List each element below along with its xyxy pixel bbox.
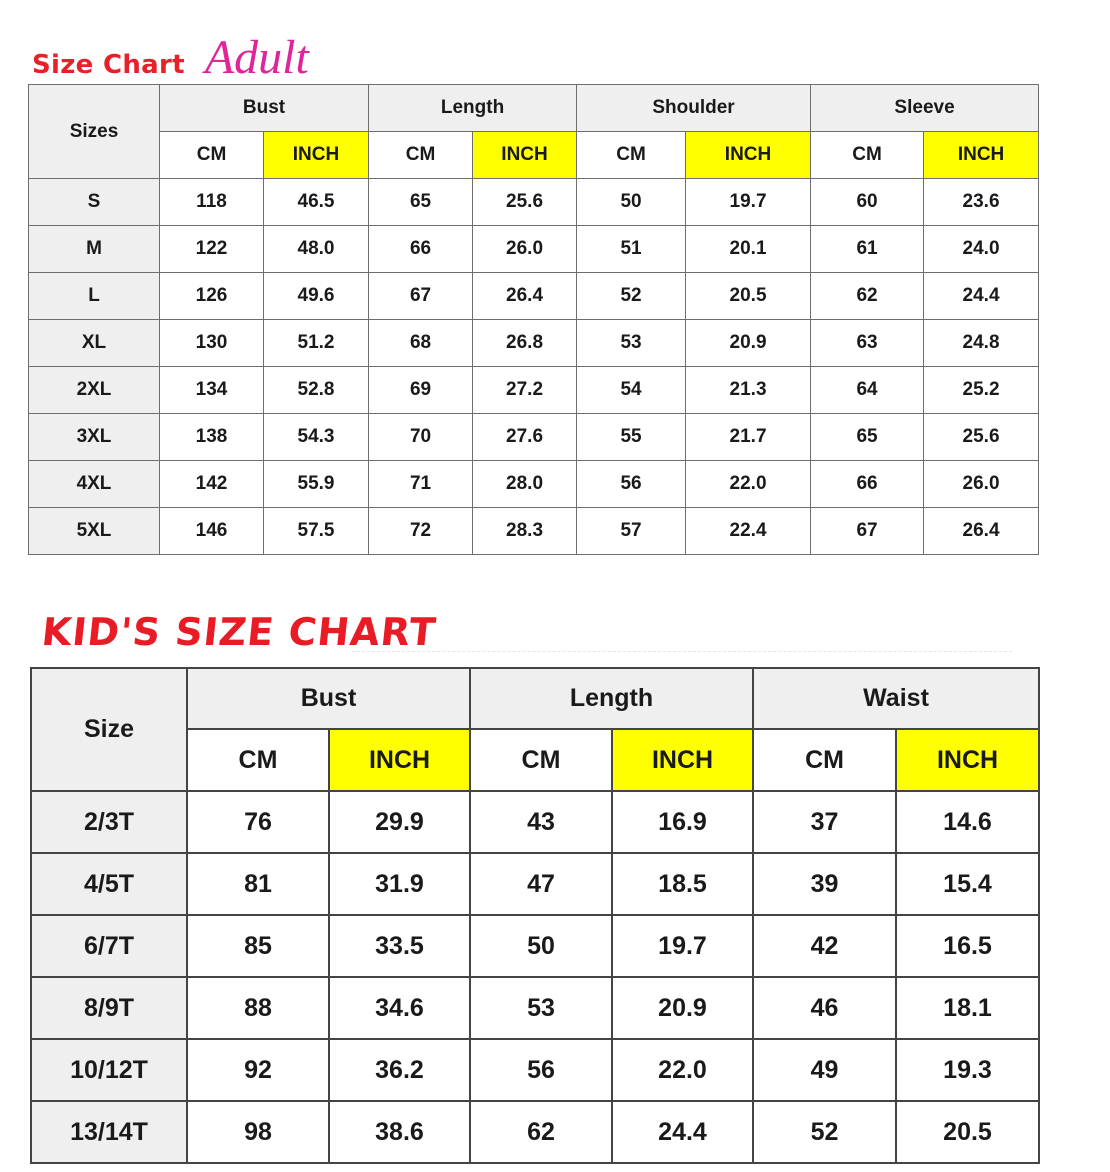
inch-value-cell: 20.5 [686, 273, 811, 320]
cm-value-cell: 142 [160, 461, 264, 508]
length-header: Length [470, 668, 753, 729]
inch-value-cell: 24.8 [924, 320, 1039, 367]
size-cell: 2/3T [31, 791, 187, 853]
cm-value-cell: 52 [753, 1101, 896, 1163]
inch-value-cell: 28.0 [473, 461, 577, 508]
cm-value-cell: 56 [470, 1039, 612, 1101]
size-cell: 13/14T [31, 1101, 187, 1163]
inch-value-cell: 46.5 [264, 179, 369, 226]
inch-header: INCH [473, 132, 577, 179]
inch-value-cell: 24.0 [924, 226, 1039, 273]
inch-header: INCH [896, 729, 1039, 791]
table-row [31, 791, 1039, 853]
inch-value-cell: 48.0 [264, 226, 369, 273]
inch-value-cell: 18.5 [612, 853, 753, 915]
kids-size-table [30, 667, 1040, 1164]
table-row [31, 915, 1039, 977]
table-row [29, 179, 1039, 226]
size-header: Size [31, 668, 187, 791]
inch-header: INCH [686, 132, 811, 179]
length-header: Length [369, 85, 577, 132]
sleeve-header: Sleeve [811, 85, 1039, 132]
bust-header: Bust [160, 85, 369, 132]
size-cell: M [29, 226, 160, 273]
cm-value-cell: 71 [369, 461, 473, 508]
inch-value-cell: 14.6 [896, 791, 1039, 853]
cm-value-cell: 138 [160, 414, 264, 461]
inch-value-cell: 36.2 [329, 1039, 470, 1101]
cm-header: CM [187, 729, 329, 791]
inch-value-cell: 25.6 [473, 179, 577, 226]
cm-value-cell: 52 [577, 273, 686, 320]
size-cell: S [29, 179, 160, 226]
adult-title-script: Adult [204, 31, 309, 84]
cm-value-cell: 47 [470, 853, 612, 915]
cm-value-cell: 42 [753, 915, 896, 977]
table-row [31, 853, 1039, 915]
cm-value-cell: 62 [811, 273, 924, 320]
inch-value-cell: 21.7 [686, 414, 811, 461]
inch-value-cell: 26.4 [473, 273, 577, 320]
kids-title-divider [352, 651, 1012, 652]
inch-value-cell: 57.5 [264, 508, 369, 555]
cm-value-cell: 57 [577, 508, 686, 555]
size-cell: L [29, 273, 160, 320]
inch-value-cell: 34.6 [329, 977, 470, 1039]
inch-value-cell: 26.8 [473, 320, 577, 367]
inch-value-cell: 24.4 [924, 273, 1039, 320]
size-cell: 2XL [29, 367, 160, 414]
table-row [29, 508, 1039, 555]
cm-header: CM [577, 132, 686, 179]
cm-value-cell: 63 [811, 320, 924, 367]
inch-value-cell: 20.9 [686, 320, 811, 367]
inch-value-cell: 25.6 [924, 414, 1039, 461]
cm-value-cell: 98 [187, 1101, 329, 1163]
kids-title: KID'S SIZE CHART [39, 610, 439, 654]
inch-value-cell: 27.2 [473, 367, 577, 414]
table-row [29, 461, 1039, 508]
inch-value-cell: 20.9 [612, 977, 753, 1039]
inch-value-cell: 18.1 [896, 977, 1039, 1039]
table-row [29, 226, 1039, 273]
inch-value-cell: 28.3 [473, 508, 577, 555]
inch-value-cell: 31.9 [329, 853, 470, 915]
size-cell: XL [29, 320, 160, 367]
cm-header: CM [811, 132, 924, 179]
inch-value-cell: 20.5 [896, 1101, 1039, 1163]
cm-value-cell: 37 [753, 791, 896, 853]
cm-value-cell: 60 [811, 179, 924, 226]
cm-value-cell: 43 [470, 791, 612, 853]
inch-value-cell: 38.6 [329, 1101, 470, 1163]
cm-value-cell: 53 [470, 977, 612, 1039]
cm-value-cell: 92 [187, 1039, 329, 1101]
cm-value-cell: 49 [753, 1039, 896, 1101]
cm-value-cell: 55 [577, 414, 686, 461]
cm-value-cell: 39 [753, 853, 896, 915]
inch-value-cell: 19.7 [612, 915, 753, 977]
cm-value-cell: 134 [160, 367, 264, 414]
size-cell: 5XL [29, 508, 160, 555]
cm-value-cell: 66 [811, 461, 924, 508]
cm-value-cell: 56 [577, 461, 686, 508]
inch-value-cell: 16.9 [612, 791, 753, 853]
cm-value-cell: 88 [187, 977, 329, 1039]
cm-value-cell: 126 [160, 273, 264, 320]
cm-header: CM [753, 729, 896, 791]
cm-value-cell: 68 [369, 320, 473, 367]
cm-value-cell: 62 [470, 1101, 612, 1163]
kids-header-row [31, 668, 1039, 729]
cm-value-cell: 67 [811, 508, 924, 555]
cm-value-cell: 69 [369, 367, 473, 414]
cm-value-cell: 61 [811, 226, 924, 273]
cm-header: CM [160, 132, 264, 179]
cm-value-cell: 54 [577, 367, 686, 414]
cm-value-cell: 76 [187, 791, 329, 853]
waist-header: Waist [753, 668, 1039, 729]
inch-value-cell: 23.6 [924, 179, 1039, 226]
table-row [29, 320, 1039, 367]
inch-value-cell: 27.6 [473, 414, 577, 461]
inch-value-cell: 54.3 [264, 414, 369, 461]
cm-value-cell: 65 [369, 179, 473, 226]
cm-value-cell: 53 [577, 320, 686, 367]
inch-value-cell: 22.4 [686, 508, 811, 555]
inch-value-cell: 22.0 [612, 1039, 753, 1101]
cm-value-cell: 50 [470, 915, 612, 977]
size-cell: 4XL [29, 461, 160, 508]
adult-title-prefix: Size Chart [32, 50, 185, 80]
cm-value-cell: 65 [811, 414, 924, 461]
cm-value-cell: 118 [160, 179, 264, 226]
cm-value-cell: 72 [369, 508, 473, 555]
table-row [31, 1101, 1039, 1163]
inch-header: INCH [612, 729, 753, 791]
inch-header: INCH [924, 132, 1039, 179]
cm-value-cell: 50 [577, 179, 686, 226]
inch-value-cell: 26.0 [924, 461, 1039, 508]
inch-header: INCH [264, 132, 369, 179]
cm-header: CM [369, 132, 473, 179]
table-row [29, 414, 1039, 461]
cm-value-cell: 146 [160, 508, 264, 555]
inch-value-cell: 21.3 [686, 367, 811, 414]
shoulder-header: Shoulder [577, 85, 811, 132]
inch-value-cell: 29.9 [329, 791, 470, 853]
table-row [29, 367, 1039, 414]
sizes-header: Sizes [29, 85, 160, 179]
inch-value-cell: 24.4 [612, 1101, 753, 1163]
table-row [29, 273, 1039, 320]
cm-value-cell: 46 [753, 977, 896, 1039]
inch-value-cell: 20.1 [686, 226, 811, 273]
cm-value-cell: 70 [369, 414, 473, 461]
size-cell: 8/9T [31, 977, 187, 1039]
cm-value-cell: 130 [160, 320, 264, 367]
cm-value-cell: 81 [187, 853, 329, 915]
table-row [31, 1039, 1039, 1101]
inch-value-cell: 19.3 [896, 1039, 1039, 1101]
inch-value-cell: 22.0 [686, 461, 811, 508]
cm-value-cell: 85 [187, 915, 329, 977]
size-cell: 6/7T [31, 915, 187, 977]
inch-value-cell: 25.2 [924, 367, 1039, 414]
inch-value-cell: 15.4 [896, 853, 1039, 915]
inch-value-cell: 26.0 [473, 226, 577, 273]
cm-value-cell: 122 [160, 226, 264, 273]
cm-value-cell: 67 [369, 273, 473, 320]
cm-value-cell: 64 [811, 367, 924, 414]
cm-value-cell: 51 [577, 226, 686, 273]
inch-header: INCH [329, 729, 470, 791]
adult-size-table [28, 84, 1039, 555]
inch-value-cell: 26.4 [924, 508, 1039, 555]
inch-value-cell: 52.8 [264, 367, 369, 414]
bust-header: Bust [187, 668, 470, 729]
adult-header-row [29, 85, 1039, 132]
size-cell: 3XL [29, 414, 160, 461]
inch-value-cell: 55.9 [264, 461, 369, 508]
inch-value-cell: 16.5 [896, 915, 1039, 977]
cm-header: CM [470, 729, 612, 791]
adult-unit-row [29, 132, 1039, 179]
cm-value-cell: 66 [369, 226, 473, 273]
inch-value-cell: 19.7 [686, 179, 811, 226]
inch-value-cell: 33.5 [329, 915, 470, 977]
inch-value-cell: 51.2 [264, 320, 369, 367]
table-row [31, 977, 1039, 1039]
size-cell: 4/5T [31, 853, 187, 915]
inch-value-cell: 49.6 [264, 273, 369, 320]
size-cell: 10/12T [31, 1039, 187, 1101]
adult-title [32, 30, 309, 82]
